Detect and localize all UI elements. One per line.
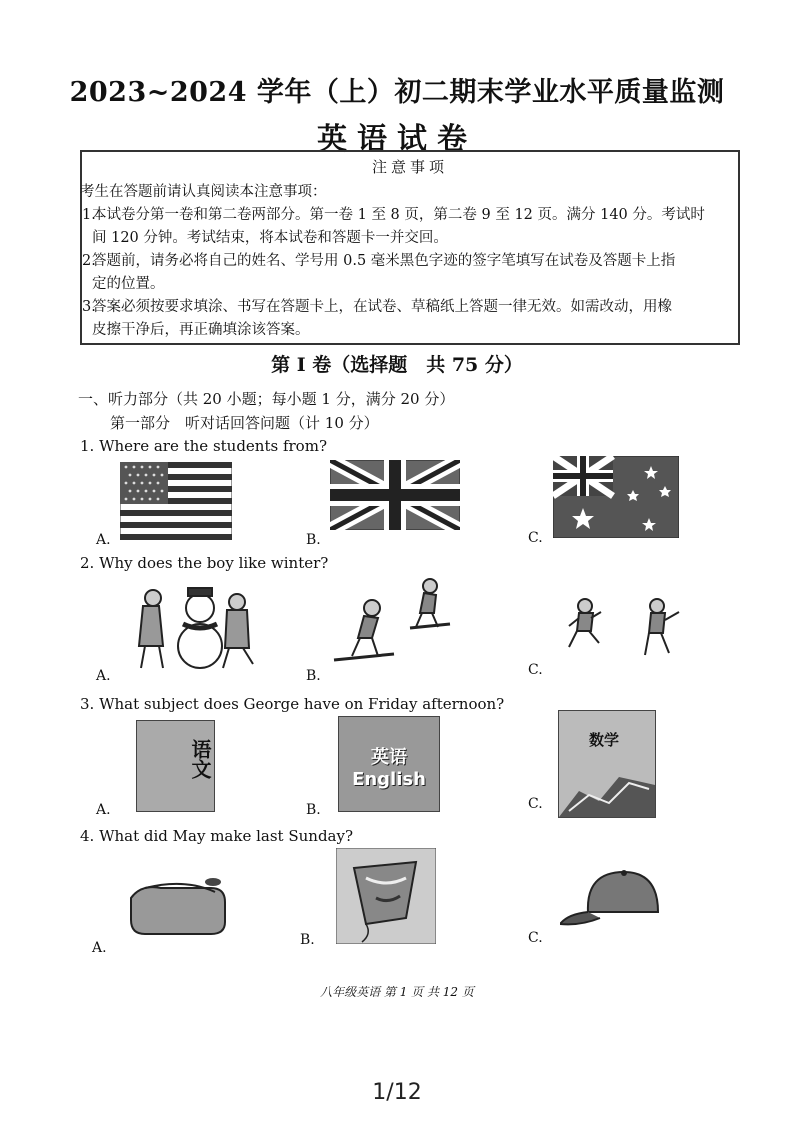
usa-flag-image — [120, 462, 232, 540]
notice-intro: 考生在答题前请认真阅读本注意事项： — [80, 184, 327, 200]
rule-number: 3. — [82, 299, 96, 315]
notice-rule — [82, 296, 740, 342]
rule-number: 2. — [82, 253, 96, 269]
option-a[interactable]: A. — [92, 940, 107, 956]
notice-title: 注意事项 — [371, 158, 448, 176]
option-a[interactable]: A. — [96, 668, 111, 684]
question-1: 1. Where are the students from? — [80, 437, 327, 455]
exam-subject: 英语试卷 — [317, 122, 477, 157]
english-book-image — [338, 716, 440, 812]
notice-rule — [82, 250, 740, 296]
option-c[interactable]: C. — [528, 796, 543, 812]
section-title: 第 I 卷（选择题 共 75 分） — [271, 354, 523, 376]
rule-text-line: 皮擦干净后，再正确填涂该答案。 — [92, 322, 310, 338]
rule-text-line: 间 120 分钟。考试结束，将本试卷和答题卡一并交回。 — [92, 230, 448, 246]
question-4: 4. What did May make last Sunday? — [80, 827, 354, 845]
option-c[interactable]: C. — [528, 530, 543, 546]
page-counter: 1/12 — [372, 1080, 422, 1105]
notice-rule — [82, 204, 740, 250]
subpart-heading: 第一部分 听对话回答问题（计 10 分） — [110, 414, 379, 432]
math-book-image — [558, 710, 656, 818]
option-b[interactable]: B. — [306, 668, 321, 684]
book-title: 语文 — [188, 739, 212, 779]
australia-flag-image — [553, 456, 679, 538]
notice-box — [80, 150, 740, 345]
option-a[interactable]: A. — [96, 532, 111, 548]
question-3: 3. What subject does George have on Friday afternoon? — [80, 695, 505, 713]
question-2: 2. Why does the boy like winter? — [80, 554, 329, 572]
option-b[interactable]: B. — [306, 532, 321, 548]
book-title: 英语 English — [352, 747, 426, 790]
option-c[interactable]: C. — [528, 930, 543, 946]
option-c[interactable]: C. — [528, 662, 543, 678]
pencil-case-image — [125, 868, 230, 938]
option-b[interactable]: B. — [300, 932, 315, 948]
rule-text-line: 定的位置。 — [92, 276, 165, 292]
exam-title: 2023~2024 学年（上）初二期末学业水平质量监测 — [69, 77, 725, 108]
rule-text-line: 答案必须按要求填涂、书写在答题卡上，在试卷、草稿纸上答题一律无效。如需改动，用橡 — [92, 299, 672, 315]
book-title: 数学 — [589, 731, 620, 749]
option-b[interactable]: B. — [306, 802, 321, 818]
part-heading: 一、听力部分（共 20 小题；每小题 1 分，满分 20 分） — [78, 390, 455, 408]
option-a[interactable]: A. — [96, 802, 111, 818]
snowman-image — [125, 580, 275, 672]
rule-text-line: 答题前，请务必将自己的姓名、学号用 0.5 毫米黑色字迹的签字笔填写在试卷及答题卡上指 — [92, 253, 676, 269]
page-footer: 八年级英语 第 1 页 共 12 页 — [320, 985, 474, 999]
chinese-book-image — [136, 720, 215, 812]
uk-flag-image — [330, 460, 460, 530]
skiing-image — [330, 576, 460, 668]
rule-number: 1. — [82, 207, 96, 223]
cap-image — [560, 868, 660, 926]
kite-image — [336, 848, 436, 944]
rule-text-line: 本试卷分第一卷和第二卷两部分。第一卷 1 至 8 页，第二卷 9 至 12 页。满分 140 分。考试时 — [92, 207, 705, 223]
running-image — [565, 596, 690, 662]
